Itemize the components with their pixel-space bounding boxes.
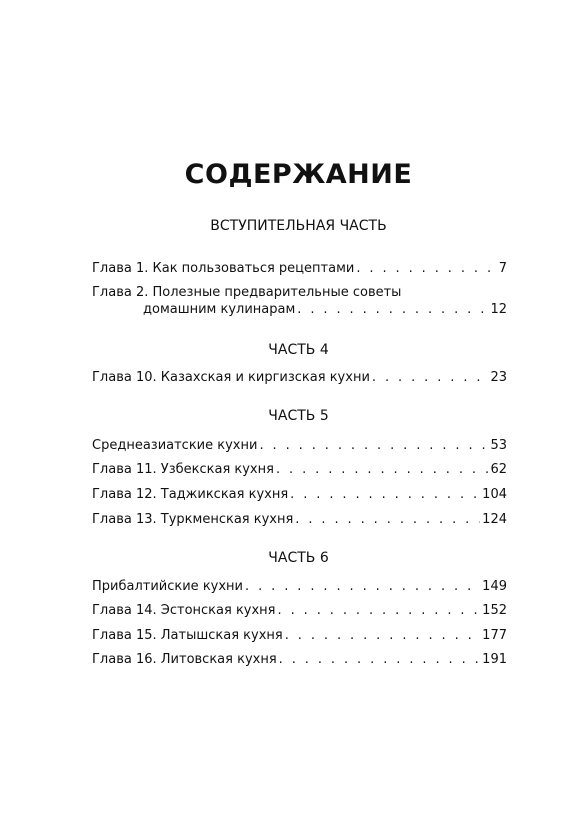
dot-leader — [245, 577, 480, 597]
toc-entry-page: 124 — [482, 512, 507, 527]
dot-leader — [279, 650, 481, 670]
toc-entry-page: 104 — [482, 487, 507, 502]
dot-leader — [290, 485, 480, 505]
toc-entry-page: 177 — [482, 628, 507, 643]
section-heading-part-6: ЧАСТЬ 6 — [268, 550, 329, 566]
dot-leader — [297, 300, 488, 320]
toc-entry-page: 23 — [490, 370, 507, 385]
toc-entry-central-asian[interactable] — [92, 436, 507, 456]
toc-entry-chapter-12[interactable] — [92, 485, 507, 505]
toc-entry-label: Глава 15. Латышская кухня — [92, 628, 283, 643]
dot-leader — [278, 601, 481, 621]
toc-entry-chapter-10[interactable] — [92, 368, 507, 388]
dot-leader — [295, 510, 480, 530]
dot-leader — [285, 626, 480, 646]
toc-entry-chapter-13[interactable] — [92, 510, 507, 530]
toc-entry-page: 7 — [498, 261, 507, 276]
toc-entry-chapter-2[interactable] — [143, 300, 507, 320]
toc-entry-page: 62 — [490, 462, 507, 477]
toc-entry-label: Глава 16. Литовская кухня — [92, 652, 277, 667]
toc-entry-chapter-2-line1[interactable]: Глава 2. Полезные предварительные советы — [92, 285, 402, 300]
toc-entry-chapter-15[interactable] — [92, 626, 507, 646]
dot-leader — [276, 460, 489, 480]
section-heading-intro: ВСТУПИТЕЛЬНАЯ ЧАСТЬ — [210, 218, 387, 234]
toc-entry-label: домашним кулинарам — [143, 302, 296, 317]
toc-entry-chapter-16[interactable] — [92, 650, 507, 670]
section-heading-part-4: ЧАСТЬ 4 — [268, 342, 329, 358]
toc-entry-chapter-14[interactable] — [92, 601, 507, 621]
toc-entry-label: Глава 14. Эстонская кухня — [92, 603, 276, 618]
dot-leader — [259, 436, 488, 456]
toc-entry-label: Глава 13. Туркменская кухня — [92, 512, 294, 527]
toc-entry-label: Глава 11. Узбекская кухня — [92, 462, 274, 477]
dot-leader — [356, 259, 496, 279]
page-title: СОДЕРЖАНИЕ — [184, 159, 413, 190]
toc-entry-page: 149 — [482, 579, 507, 594]
toc-entry-page: 191 — [482, 652, 507, 667]
toc-entry-label: Прибалтийские кухни — [92, 579, 244, 594]
toc-entry-label: Среднеазиатские кухни — [92, 438, 258, 453]
toc-entry-chapter-11[interactable] — [92, 460, 507, 480]
toc-entry-baltic[interactable] — [92, 577, 507, 597]
dot-leader — [372, 368, 489, 388]
toc-entry-page: 152 — [482, 603, 507, 618]
toc-entry-page: 53 — [490, 438, 507, 453]
toc-entry-label: Глава 10. Казахская и киргизская кухни — [92, 370, 370, 385]
toc-entry-page: 12 — [490, 302, 507, 317]
section-heading-part-5: ЧАСТЬ 5 — [268, 408, 329, 424]
toc-entry-label: Глава 12. Таджикская кухня — [92, 487, 289, 502]
toc-entry-label: Глава 1. Как пользоваться рецептами — [92, 261, 355, 276]
toc-entry-chapter-1[interactable] — [92, 259, 507, 279]
